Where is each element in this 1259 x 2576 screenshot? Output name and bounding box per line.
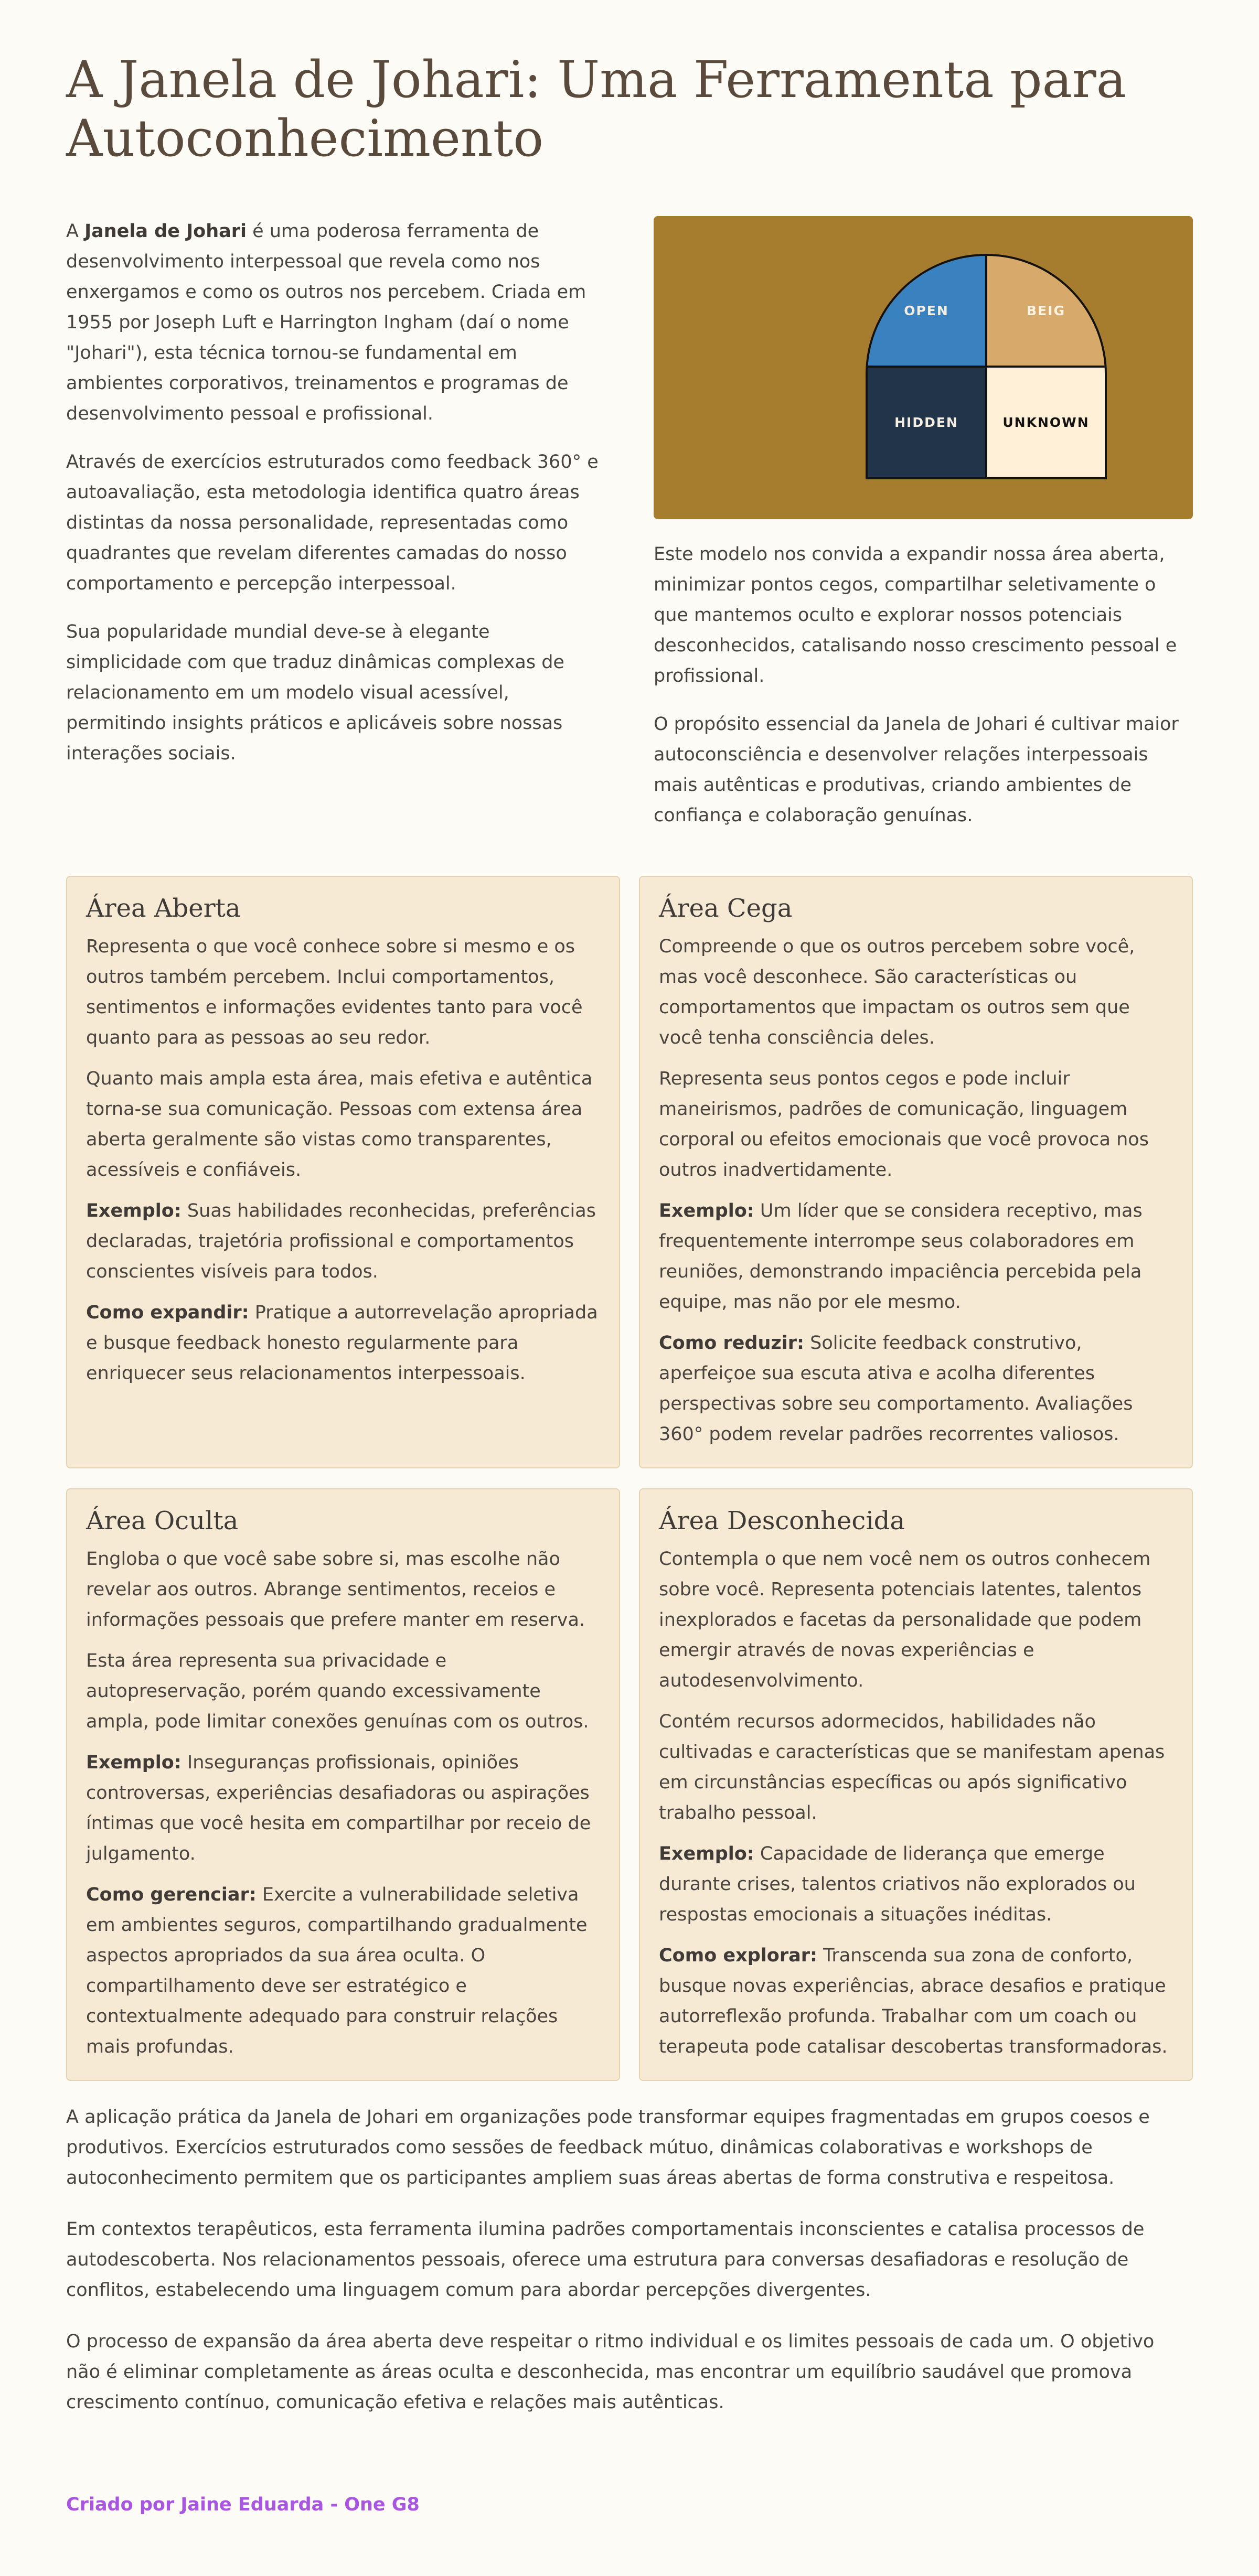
card-example xyxy=(659,1839,1173,1930)
intro-p1-prefix: A xyxy=(66,221,85,242)
quadrant-open: OPEN xyxy=(868,256,986,367)
johari-illustration xyxy=(654,216,1193,519)
card-action xyxy=(86,1297,600,1389)
johari-window-diagram xyxy=(866,254,1107,479)
footer-credit: Criado por Jaine Eduarda - One G8 xyxy=(66,2494,420,2515)
intro-section xyxy=(66,216,1193,849)
card-action xyxy=(659,1328,1173,1450)
page-title: A Janela de Johari: Uma Ferramenta para Autoconhecimento xyxy=(66,50,1126,168)
intro-paragraph-1 xyxy=(66,216,601,429)
card-action-text: Transcenda sua zona de conforto, busque novas experiências, abrace desafios e pratique autorreflexão profunda. Trabalhar com um coach ou terapeuta pode catalisar descobertas transformadoras. xyxy=(659,1945,1168,2057)
intro-right-paragraph-2: O propósito essencial da Janela de Johari é cultivar maior autoconsciência e desenvolver relações interpessoais mais autênticas e produtivas, criando ambientes de confiança e colaboração genuínas. xyxy=(654,714,1179,826)
card-example-label: Exemplo: xyxy=(86,1752,182,1773)
card-action-label: Como explorar: xyxy=(659,1945,817,1966)
intro-right-paragraph-1: Este modelo nos convida a expandir nossa área aberta, minimizar pontos cegos, compartilhar seletivamente o que mantemos oculto e explorar nossos potenciais desconhecidos, catalisando nosso crescimento pessoal e profissional. xyxy=(654,544,1177,686)
quadrant-cards xyxy=(66,876,1193,2081)
card-title: Área Desconhecida xyxy=(659,1506,905,1536)
closing-paragraph-1: A aplicação prática da Janela de Johari em organizações pode transformar equipes fragmentadas em grupos coesos e produtivos. Exercícios estruturados como sessões de feedback mútuo, dinâmicas colaborativas e workshops de autoconhecimento permitem que os participantes ampliem suas áreas abertas de forma construtiva e respeitosa. xyxy=(66,2107,1150,2188)
card-area-aberta xyxy=(66,876,620,1468)
card-area-oculta xyxy=(66,1488,620,2081)
card-example-label: Exemplo: xyxy=(659,1200,754,1221)
closing-paragraph-2: Em contextos terapêuticos, esta ferramenta ilumina padrões comportamentais inconscientes e catalisa processos de autodescoberta. Nos relacionamentos pessoais, oferece uma estrutura para conversas desafiadoras e resolução de conflitos, estabelecendo uma linguagem comum para abordar percepções divergentes. xyxy=(66,2219,1145,2301)
card-example-text: Capacidade de liderança que emerge durante crises, talentos criativos não explorados ou respostas emocionais a situações inéditas. xyxy=(659,1843,1136,1925)
intro-p1-rest: é uma poderosa ferramenta de desenvolvimento interpessoal que revela como nos enxergamos e como os outros nos percebem. Criada em 1955 por Joseph Luft e Harrington Ingham (daí o nome "Johari"), esta técnica tornou-se fundamental em ambientes corporativos, treinamentos e programas de desenvolvimento pessoal e profissional. xyxy=(66,221,586,424)
card-area-cega xyxy=(639,876,1193,1468)
quadrant-beig: BEIG xyxy=(986,256,1105,367)
card-paragraph: Representa seus pontos cegos e pode incluir maneirismos, padrões de comunicação, linguagem corporal ou efeitos emocionais que você provoca nos outros inadvertidamente. xyxy=(659,1068,1149,1180)
quadrant-hidden: HIDDEN xyxy=(868,367,986,477)
card-action-label: Como expandir: xyxy=(86,1302,249,1323)
intro-paragraph-2: Através de exercícios estruturados como feedback 360° e autoavaliação, esta metodologia identifica quatro áreas distintas da nossa personalidade, representadas como quadrantes que revelam diferentes camadas do nosso comportamento e percepção interpessoal. xyxy=(66,452,599,594)
card-paragraph: Quanto mais ampla esta área, mais efetiva e autêntica torna-se sua comunicação. Pessoas com extensa área aberta geralmente são vistas como transparentes, acessíveis e confiáveis. xyxy=(86,1068,593,1180)
card-example-label: Exemplo: xyxy=(659,1843,754,1864)
card-action-text: Exercite a vulnerabilidade seletiva em ambientes seguros, compartilhando gradualmente aspectos apropriados da sua área oculta. O compartilhamento deve ser estratégico e contextualmente adequado para construir relações mais profundas. xyxy=(86,1884,588,2057)
closing-paragraph-3: O processo de expansão da área aberta deve respeitar o ritmo individual e os limites pessoais de cada um. O objetivo não é eliminar completamente as áreas oculta e desconhecida, mas encontrar um equilíbrio saudável que promova crescimento contínuo, comunicação efetiva e relações mais autênticas. xyxy=(66,2331,1155,2413)
card-paragraph: Contém recursos adormecidos, habilidades não cultivadas e características que se manifestam apenas em circunstâncias específicas ou após significativo trabalho pessoal. xyxy=(659,1711,1165,1823)
card-example xyxy=(86,1747,600,1869)
card-paragraph: Engloba o que você sabe sobre si, mas escolhe não revelar aos outros. Abrange sentimentos, receios e informações pessoais que prefere manter em reserva. xyxy=(86,1549,585,1630)
card-title: Área Oculta xyxy=(86,1506,239,1536)
card-example xyxy=(659,1196,1173,1317)
card-paragraph: Esta área representa sua privacidade e autopreservação, porém quando excessivamente ampla, pode limitar conexões genuínas com os outros. xyxy=(86,1650,589,1732)
card-action-text: Pratique a autorrevelação apropriada e busque feedback honesto regularmente para enriquecer seus relacionamentos interpessoais. xyxy=(86,1302,598,1384)
intro-paragraph-3: Sua popularidade mundial deve-se à elegante simplicidade com que traduz dinâmicas complexas de relacionamento em um modelo visual acessível, permitindo insights práticos e aplicáveis sobre nossas interações sociais. xyxy=(66,621,564,764)
card-example-text: Suas habilidades reconhecidas, preferências declaradas, trajetória profissional e comportamentos conscientes visíveis para todos. xyxy=(86,1200,596,1282)
intro-p1-bold: Janela de Johari xyxy=(84,221,247,242)
intro-right-column xyxy=(654,216,1193,849)
card-paragraph: Compreende o que os outros percebem sobre você, mas você desconhece. São características ou comportamentos que impactam os outros sem que você tenha consciência deles. xyxy=(659,936,1135,1048)
card-example-label: Exemplo: xyxy=(86,1200,182,1221)
card-action-label: Como reduzir: xyxy=(659,1333,805,1354)
card-action xyxy=(659,1940,1173,2062)
closing-section xyxy=(66,2102,1193,2418)
card-example xyxy=(86,1196,600,1287)
card-title: Área Aberta xyxy=(86,894,241,923)
card-example-text: Inseguranças profissionais, opiniões controversas, experiências desafiadoras ou aspirações íntimas que você hesita em compartilhar por receio de julgamento. xyxy=(86,1752,591,1864)
intro-left-column xyxy=(66,216,601,849)
card-area-desconhecida xyxy=(639,1488,1193,2081)
card-example-text: Um líder que se considera receptivo, mas frequentemente interrompe seus colaboradores em reuniões, demonstrando impaciência percebida pela equipe, mas não por ele mesmo. xyxy=(659,1200,1143,1313)
card-paragraph: Representa o que você conhece sobre si mesmo e os outros também percebem. Inclui comportamentos, sentimentos e informações evidentes tanto para você quanto para as pessoas ao seu redor. xyxy=(86,936,583,1048)
card-action xyxy=(86,1880,600,2062)
card-title: Área Cega xyxy=(659,894,793,923)
card-action-text: Solicite feedback construtivo, aperfeiçoe sua escuta ativa e acolha diferentes perspectivas sobre seu comportamento. Avaliações 360° podem revelar padrões recorrentes valiosos. xyxy=(659,1333,1133,1445)
card-action-label: Como gerenciar: xyxy=(86,1884,257,1905)
quadrant-unknown: UNKNOWN xyxy=(986,367,1105,477)
card-paragraph: Contempla o que nem você nem os outros conhecem sobre você. Representa potenciais latentes, talentos inexplorados e facetas da personalidade que podem emergir através de novas experiências e autodesenvolvimento. xyxy=(659,1549,1151,1691)
